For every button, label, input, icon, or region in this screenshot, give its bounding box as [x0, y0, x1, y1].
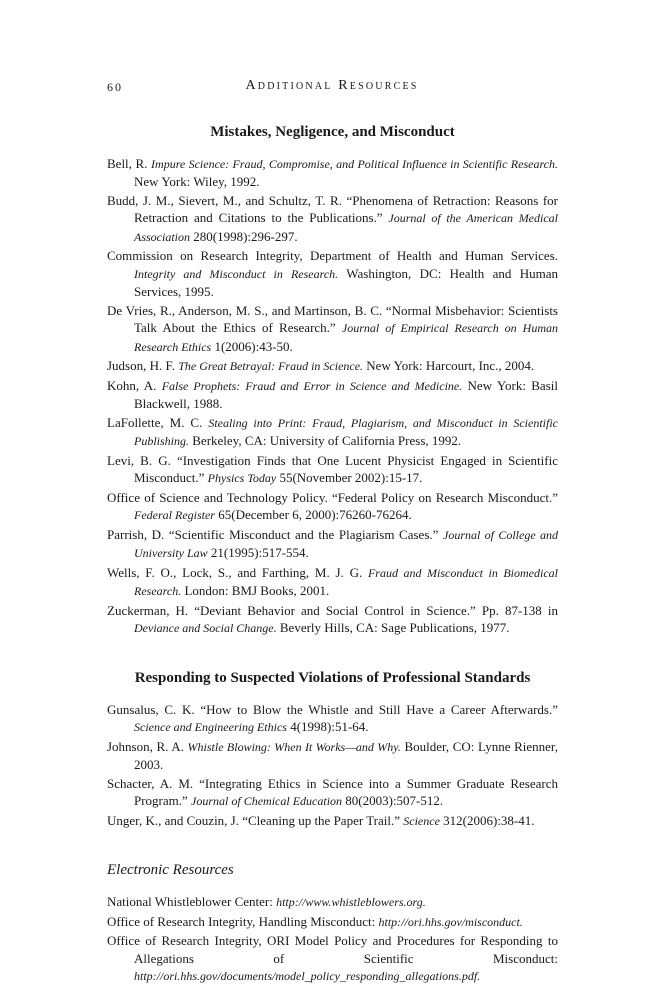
reference-italic-title: Physics Today	[207, 471, 277, 486]
reference-text: Johnson, R. A.	[107, 738, 188, 754]
reference-italic-title: http://ori.hhs.gov/misconduct.	[378, 914, 523, 929]
reference-entry	[107, 602, 558, 638]
reference-text: Washington, DC: Health and Human Services, 1995.	[134, 265, 558, 300]
reference-text: Office of Research Integrity, ORI Model Policy and Procedures for Responding to Allegations of Scientific Misconduct:	[107, 933, 558, 966]
reference-text: National Whistleblower Center:	[107, 894, 277, 910]
reference-entry	[107, 377, 558, 413]
reference-text: Zuckerman, H. “Deviant Behavior and Social Control in Science.” Pp. 87-138 in	[107, 602, 558, 618]
reference-text: Office of Science and Technology Policy. “Federal Policy on Research Misconduct.”	[107, 489, 558, 505]
reference-text: Gunsalus, C. K. “How to Blow the Whistle and Still Have a Career Afterwards.”	[107, 701, 558, 717]
reference-entry	[107, 302, 558, 356]
reference-list	[107, 155, 558, 638]
section-heading: Electronic Resources	[107, 862, 234, 879]
reference-list	[107, 701, 558, 830]
reference-entry	[107, 414, 558, 451]
reference-entry	[107, 812, 558, 830]
reference-italic-title: Integrity and Misconduct in Research.	[134, 266, 339, 281]
reference-italic-title: Stealing into Print: Fraud, Plagiarism, and Misconduct in Scientific Publishing.	[134, 415, 558, 449]
running-head-title: Additional Resources	[245, 78, 419, 93]
reference-text: LaFollette, M. C.	[107, 414, 209, 430]
reference-entry	[107, 192, 558, 246]
reference-text: Bell, R.	[107, 156, 152, 171]
reference-text: Wells, F. O., Lock, S., and Farthing, M. J. G.	[107, 564, 368, 580]
reference-entry	[107, 247, 558, 300]
reference-italic-title: Journal of College and University Law	[134, 527, 558, 561]
reference-text: London: BMJ Books, 2001.	[181, 583, 330, 599]
reference-text: 280(1998):296-297.	[190, 228, 298, 244]
reference-text: 80(2003):507-512.	[342, 793, 444, 809]
reference-text: 312(2006):38-41.	[439, 812, 535, 828]
reference-italic-title: Journal of the American Medical Association	[134, 211, 559, 244]
section-heading: Mistakes, Negligence, and Misconduct	[210, 124, 455, 140]
reference-text: Parrish, D. “Scientific Misconduct and the Plagiarism Cases.”	[107, 526, 443, 542]
reference-text: Budd, J. M., Sievert, M., and Schultz, T. R. “Phenomena of Retraction: Reasons for Retraction and Citations to the Publications.”	[107, 193, 558, 226]
reference-entry	[107, 526, 558, 563]
reference-entry	[107, 932, 558, 985]
page-body	[107, 122, 558, 987]
reference-italic-title: Fraud and Misconduct in Biomedical Research.	[134, 565, 558, 599]
reference-text: New York: Wiley, 1992.	[134, 174, 260, 190]
reference-text: 65(December 6, 2000):76260-76264.	[214, 507, 412, 523]
reference-italic-title: Journal of Empirical Research on Human Research Ethics	[134, 321, 558, 354]
reference-text: 1(2006):43-50.	[211, 338, 293, 354]
reference-italic-title: http://www.whistleblowers.org.	[276, 895, 426, 910]
reference-text: New York: Basil Blackwell, 1988.	[134, 377, 558, 412]
reference-text: Schacter, A. M. “Integrating Ethics in Science into a Summer Graduate Research Program.”	[107, 775, 558, 809]
section-electronic-resources	[107, 860, 558, 985]
reference-text: Kohn, A.	[107, 377, 162, 393]
reference-entry	[107, 357, 558, 375]
reference-entry	[107, 701, 558, 737]
reference-text: De Vries, R., Anderson, M. S., and Martinson, B. C. “Normal Misbehavior: Scientists Talk About the Ethics of Research.”	[107, 302, 558, 336]
reference-entry	[107, 775, 558, 811]
reference-entry	[107, 564, 558, 601]
reference-text: Beverly Hills, CA: Sage Publications, 1977.	[276, 620, 510, 636]
reference-italic-title: The Great Betrayal: Fraud in Science.	[178, 359, 364, 374]
reference-italic-title: Whistle Blowing: When It Works—and Why.	[187, 739, 401, 754]
reference-list	[107, 893, 558, 985]
reference-text: Unger, K., and Couzin, J. “Cleaning up the Paper Trail.”	[107, 812, 404, 828]
reference-text: Levi, B. G. “Investigation Finds that One Lucent Physicist Engaged in Scientific Misconduct.”	[107, 452, 558, 486]
reference-entry	[107, 155, 558, 191]
reference-entry	[107, 738, 558, 774]
reference-italic-title: Federal Register	[134, 508, 215, 523]
reference-text: Commission on Research Integrity, Department of Health and Human Services.	[107, 248, 558, 264]
reference-italic-title: False Prophets: Fraud and Error in Science and Medicine.	[161, 378, 463, 393]
reference-entry	[107, 489, 558, 525]
reference-italic-title: Science	[403, 813, 440, 828]
reference-entry	[107, 913, 558, 931]
reference-text: 4(1998):51-64.	[286, 719, 369, 735]
section-responding-violations	[107, 668, 558, 830]
reference-text: Boulder, CO: Lynne Rienner, 2003.	[134, 738, 558, 773]
reference-italic-title: Impure Science: Fraud, Compromise, and Political Influence in Scientific Research.	[151, 157, 558, 171]
reference-italic-title: Deviance and Social Change.	[134, 621, 277, 636]
reference-text: New York: Harcourt, Inc., 2004.	[363, 358, 535, 374]
reference-entry	[107, 893, 558, 911]
reference-text: 21(1995):517-554.	[207, 545, 309, 561]
running-head	[107, 80, 557, 98]
reference-italic-title: Journal of Chemical Education	[191, 794, 343, 809]
reference-text: 55(November 2002):15-17.	[276, 470, 423, 486]
reference-text: Berkeley, CA: University of California Press, 1992.	[189, 433, 462, 449]
reference-text: Office of Research Integrity, Handling Misconduct:	[107, 913, 379, 929]
reference-entry	[107, 452, 558, 488]
reference-italic-title: Science and Engineering Ethics	[134, 720, 287, 735]
section-heading: Responding to Suspected Violations of Professional Standards	[134, 669, 531, 686]
reference-text: Judson, H. F.	[107, 358, 179, 374]
reference-italic-title: http://ori.hhs.gov/documents/model_policy_responding_allegations.pdf.	[134, 969, 481, 984]
page-number: 60	[107, 80, 123, 94]
section-mistakes-misconduct	[107, 122, 558, 638]
